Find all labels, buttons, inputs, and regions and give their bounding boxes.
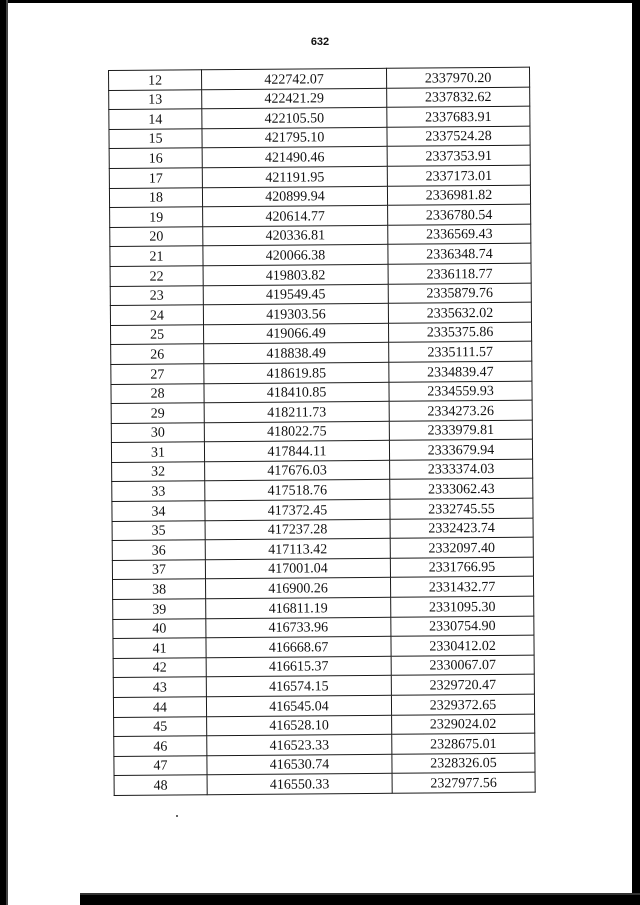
y-coordinate-cell: 2336348.74 <box>388 244 531 265</box>
table-row <box>114 714 535 737</box>
table-row <box>109 87 530 110</box>
coordinate-table-container <box>108 67 535 796</box>
x-coordinate-cell: 419303.56 <box>203 303 388 324</box>
x-coordinate-cell: 416545.04 <box>206 695 391 716</box>
table-row <box>112 557 533 580</box>
y-coordinate-cell: 2333679.94 <box>389 439 532 460</box>
point-number-cell: 35 <box>112 520 205 540</box>
point-number-cell: 27 <box>111 364 204 384</box>
x-coordinate-cell: 416615.37 <box>206 656 391 677</box>
x-coordinate-cell: 417237.28 <box>205 519 390 540</box>
point-number-cell: 14 <box>109 109 202 129</box>
table-row <box>113 635 534 658</box>
coordinate-table-body <box>109 67 536 795</box>
x-coordinate-cell: 416574.15 <box>206 676 391 697</box>
table-row <box>112 498 533 521</box>
point-number-cell: 47 <box>114 756 207 776</box>
point-number-cell: 22 <box>110 266 203 286</box>
table-row <box>114 753 535 776</box>
point-number-cell: 32 <box>112 462 205 482</box>
point-number-cell: 33 <box>112 481 205 501</box>
table-row <box>114 733 535 756</box>
point-number-cell: 13 <box>109 89 202 109</box>
y-coordinate-cell: 2337353.91 <box>387 146 530 167</box>
scan-speck <box>176 815 178 817</box>
x-coordinate-cell: 418022.75 <box>204 421 389 442</box>
x-coordinate-cell: 421191.95 <box>202 166 387 187</box>
point-number-cell: 34 <box>112 501 205 521</box>
y-coordinate-cell: 2335632.02 <box>388 302 531 323</box>
x-coordinate-cell: 419066.49 <box>204 323 389 344</box>
page-number: 632 <box>310 36 330 48</box>
x-coordinate-cell: 421795.10 <box>202 127 387 148</box>
y-coordinate-cell: 2331766.95 <box>390 557 533 578</box>
scan-border-top <box>0 0 640 3</box>
y-coordinate-cell: 2335111.57 <box>389 341 532 362</box>
table-row <box>109 67 530 90</box>
y-coordinate-cell: 2332745.55 <box>390 498 533 519</box>
y-coordinate-cell: 2328675.01 <box>392 733 535 754</box>
table-row <box>111 341 532 364</box>
point-number-cell: 36 <box>112 540 205 560</box>
x-coordinate-cell: 422742.07 <box>202 68 387 89</box>
table-row <box>113 655 534 678</box>
table-row <box>110 302 531 325</box>
point-number-cell: 46 <box>114 736 207 756</box>
y-coordinate-cell: 2337832.62 <box>387 87 530 108</box>
table-row <box>110 224 531 247</box>
y-coordinate-cell: 2336118.77 <box>388 263 531 284</box>
coordinate-table <box>108 67 536 796</box>
table-row <box>113 694 534 717</box>
table-row <box>110 204 531 227</box>
y-coordinate-cell: 2336981.82 <box>387 185 530 206</box>
x-coordinate-cell: 420614.77 <box>203 205 388 226</box>
table-row <box>112 479 533 502</box>
point-number-cell: 20 <box>110 227 203 247</box>
x-coordinate-cell: 421490.46 <box>202 147 387 168</box>
y-coordinate-cell: 2335879.76 <box>388 283 531 304</box>
table-row <box>109 185 530 208</box>
y-coordinate-cell: 2329024.02 <box>392 714 535 735</box>
x-coordinate-cell: 419549.45 <box>203 284 388 305</box>
x-coordinate-cell: 418211.73 <box>204 401 389 422</box>
point-number-cell: 30 <box>111 422 204 442</box>
point-number-cell: 37 <box>112 560 205 580</box>
y-coordinate-cell: 2330067.07 <box>391 655 534 676</box>
table-row <box>111 361 532 384</box>
point-number-cell: 26 <box>111 344 204 364</box>
x-coordinate-cell: 416523.33 <box>207 734 392 755</box>
point-number-cell: 39 <box>113 599 206 619</box>
point-number-cell: 45 <box>114 716 207 736</box>
y-coordinate-cell: 2337970.20 <box>386 67 529 88</box>
point-number-cell: 41 <box>113 638 206 658</box>
y-coordinate-cell: 2330412.02 <box>391 635 534 656</box>
x-coordinate-cell: 417518.76 <box>205 480 390 501</box>
y-coordinate-cell: 2327977.56 <box>392 773 535 794</box>
y-coordinate-cell: 2329372.65 <box>391 694 534 715</box>
table-row <box>109 146 530 169</box>
x-coordinate-cell: 420899.94 <box>202 186 387 207</box>
point-number-cell: 31 <box>111 442 204 462</box>
table-row <box>111 420 532 443</box>
x-coordinate-cell: 422421.29 <box>202 88 387 109</box>
x-coordinate-cell: 417372.45 <box>205 499 390 520</box>
y-coordinate-cell: 2336569.43 <box>388 224 531 245</box>
y-coordinate-cell: 2336780.54 <box>388 204 531 225</box>
table-row <box>110 283 531 306</box>
x-coordinate-cell: 416811.19 <box>206 597 391 618</box>
point-number-cell: 29 <box>111 403 204 423</box>
x-coordinate-cell: 417001.04 <box>205 558 390 579</box>
table-row <box>111 381 532 404</box>
table-row <box>113 596 534 619</box>
table-row <box>110 244 531 267</box>
point-number-cell: 24 <box>110 305 203 325</box>
x-coordinate-cell: 417676.03 <box>205 460 390 481</box>
y-coordinate-cell: 2331095.30 <box>391 596 534 617</box>
x-coordinate-cell: 420066.38 <box>203 245 388 266</box>
table-row <box>111 439 532 462</box>
x-coordinate-cell: 418838.49 <box>204 343 389 364</box>
point-number-cell: 48 <box>114 775 207 795</box>
y-coordinate-cell: 2329720.47 <box>391 675 534 696</box>
x-coordinate-cell: 420336.81 <box>203 225 388 246</box>
y-coordinate-cell: 2330754.90 <box>391 616 534 637</box>
table-row <box>111 322 532 345</box>
point-number-cell: 18 <box>109 187 202 207</box>
table-row <box>109 126 530 149</box>
point-number-cell: 40 <box>113 618 206 638</box>
point-number-cell: 15 <box>109 129 202 149</box>
table-row <box>112 537 533 560</box>
y-coordinate-cell: 2332097.40 <box>390 537 533 558</box>
table-row <box>113 577 534 600</box>
table-row <box>109 165 530 188</box>
y-coordinate-cell: 2337683.91 <box>387 106 530 127</box>
y-coordinate-cell: 2334273.26 <box>389 400 532 421</box>
y-coordinate-cell: 2331432.77 <box>390 577 533 598</box>
point-number-cell: 23 <box>110 285 203 305</box>
y-coordinate-cell: 2337524.28 <box>387 126 530 147</box>
x-coordinate-cell: 419803.82 <box>203 264 388 285</box>
table-row <box>112 518 533 541</box>
x-coordinate-cell: 416550.33 <box>207 774 392 795</box>
y-coordinate-cell: 2333374.03 <box>390 459 533 480</box>
point-number-cell: 43 <box>113 677 206 697</box>
x-coordinate-cell: 416733.96 <box>206 617 391 638</box>
x-coordinate-cell: 417844.11 <box>204 441 389 462</box>
y-coordinate-cell: 2333062.43 <box>390 479 533 500</box>
y-coordinate-cell: 2335375.86 <box>388 322 531 343</box>
x-coordinate-cell: 418410.85 <box>204 382 389 403</box>
y-coordinate-cell: 2332423.74 <box>390 518 533 539</box>
table-row <box>114 773 535 796</box>
scan-border-bottom <box>80 895 640 905</box>
y-coordinate-cell: 2333979.81 <box>389 420 532 441</box>
table-row <box>113 675 534 698</box>
y-coordinate-cell: 2334559.93 <box>389 381 532 402</box>
table-row <box>113 616 534 639</box>
point-number-cell: 19 <box>110 207 203 227</box>
table-row <box>111 400 532 423</box>
y-coordinate-cell: 2328326.05 <box>392 753 535 774</box>
x-coordinate-cell: 416668.67 <box>206 637 391 658</box>
y-coordinate-cell: 2337173.01 <box>387 165 530 186</box>
point-number-cell: 38 <box>113 579 206 599</box>
point-number-cell: 25 <box>111 324 204 344</box>
x-coordinate-cell: 416528.10 <box>207 715 392 736</box>
scan-border-right <box>632 0 640 905</box>
table-row <box>109 106 530 129</box>
x-coordinate-cell: 416900.26 <box>206 578 391 599</box>
x-coordinate-cell: 422105.50 <box>202 107 387 128</box>
point-number-cell: 12 <box>109 70 202 90</box>
x-coordinate-cell: 417113.42 <box>205 539 390 560</box>
x-coordinate-cell: 416530.74 <box>207 754 392 775</box>
point-number-cell: 17 <box>109 168 202 188</box>
scan-border-left-inner <box>6 0 8 905</box>
x-coordinate-cell: 418619.85 <box>204 362 389 383</box>
point-number-cell: 21 <box>110 246 203 266</box>
table-row <box>110 263 531 286</box>
point-number-cell: 28 <box>111 383 204 403</box>
table-row <box>112 459 533 482</box>
y-coordinate-cell: 2334839.47 <box>389 361 532 382</box>
point-number-cell: 42 <box>113 658 206 678</box>
point-number-cell: 44 <box>113 697 206 717</box>
point-number-cell: 16 <box>109 148 202 168</box>
